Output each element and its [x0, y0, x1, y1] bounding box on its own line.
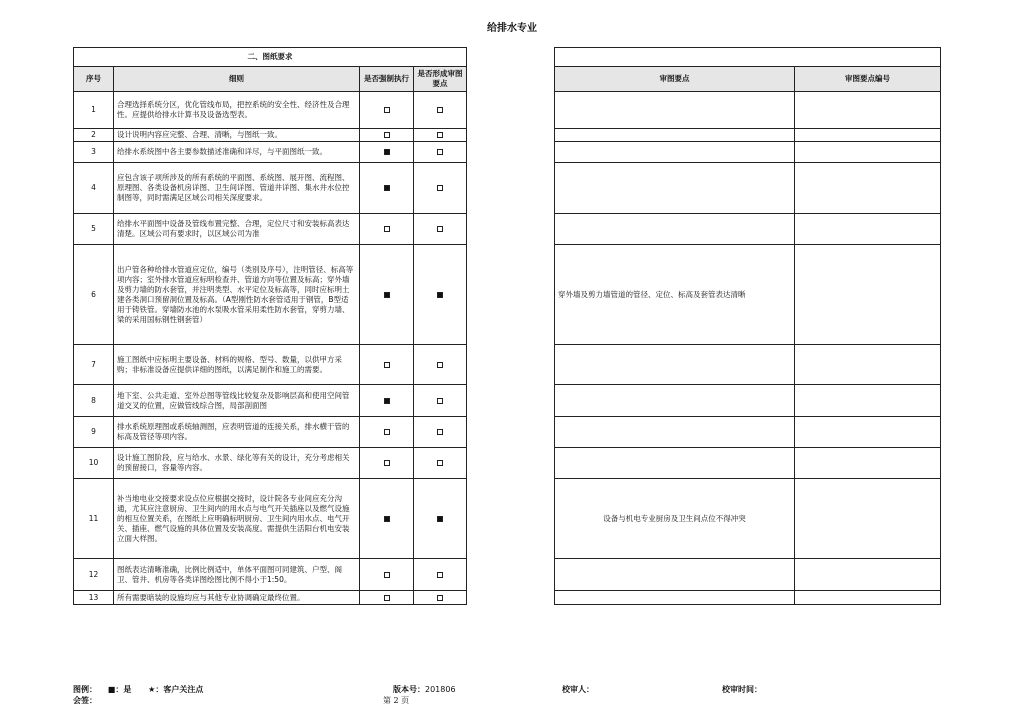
- column-header: 是否强制执行: [360, 67, 414, 92]
- review-point-text: [555, 417, 795, 448]
- table-row: [74, 345, 467, 385]
- review-point-checkbox[interactable]: [437, 572, 443, 578]
- table-row: [74, 591, 467, 605]
- row-description: 排水系统原理图或系统轴测图，应表明管道的连接关系，排水横干管的标高及管径等项内容。: [114, 417, 360, 448]
- table-row: [74, 448, 467, 479]
- review-point-checkbox[interactable]: [437, 107, 443, 113]
- review-point-code: [795, 129, 941, 142]
- review-point-code: [795, 345, 941, 385]
- review-point-checkbox[interactable]: [437, 460, 443, 466]
- review-point-checkbox[interactable]: [437, 429, 443, 435]
- version-info: [393, 684, 456, 695]
- review-point-cell: [414, 417, 467, 448]
- table-row: [74, 214, 467, 245]
- review-point-code: [795, 385, 941, 417]
- mandatory-checkbox[interactable]: [384, 398, 390, 404]
- review-point-text: 设备与机电专业厨房及卫生间点位不得冲突: [555, 479, 795, 559]
- row-number: 1: [74, 92, 114, 129]
- review-point-text: 穿外墙及剪力墙管道的管径、定位、标高及套管表达清晰: [555, 245, 795, 345]
- row-number: 7: [74, 345, 114, 385]
- mandatory-cell: [360, 448, 414, 479]
- review-point-checkbox[interactable]: [437, 292, 443, 298]
- row-number: 10: [74, 448, 114, 479]
- review-point-checkbox[interactable]: [437, 362, 443, 368]
- legend-yes: ■：是: [107, 685, 132, 694]
- review-point-text: [555, 559, 795, 591]
- review-point-text: [555, 214, 795, 245]
- page-number: 第 2 页: [383, 696, 410, 705]
- row-description: 地下室、公共走道、室外总图等管线比较复杂及影响层高和使用空间管道交叉的位置，应做管线综合图，局部剖面图: [114, 385, 360, 417]
- version-value: 201806: [425, 685, 456, 694]
- mandatory-checkbox[interactable]: [384, 132, 390, 138]
- review-point-text: [555, 142, 795, 163]
- column-header: 序号: [74, 67, 114, 92]
- table-row: [74, 245, 467, 345]
- row-description: 施工图纸中应标明主要设备、材料的规格、型号、数量，以供甲方采购；非标准设备应提供详细的图纸，以满足制作和施工的需要。: [114, 345, 360, 385]
- mandatory-checkbox[interactable]: [384, 185, 390, 191]
- table-row: [555, 448, 941, 479]
- review-point-text: [555, 92, 795, 129]
- row-number: 4: [74, 163, 114, 214]
- table-row: [74, 385, 467, 417]
- table-row: [74, 142, 467, 163]
- mandatory-cell: [360, 591, 414, 605]
- mandatory-checkbox[interactable]: [384, 226, 390, 232]
- table-row: [555, 479, 941, 559]
- review-point-checkbox[interactable]: [437, 516, 443, 522]
- review-point-code: [795, 142, 941, 163]
- row-description: 合理选择系统分区，优化管线布局，把控系统的安全性、经济性及合理性。应提供给排水计算书及设备选型表。: [114, 92, 360, 129]
- mandatory-cell: [360, 417, 414, 448]
- row-number: 12: [74, 559, 114, 591]
- table-row: [555, 92, 941, 129]
- review-point-text: [555, 385, 795, 417]
- review-point-text: [555, 448, 795, 479]
- review-point-text: [555, 345, 795, 385]
- row-description: 应包含该子项所涉及的所有系统的平面图、系统图、展开图、流程图、原理图、各类设备机房详图、卫生间详图、管道井详图、集水井水位控制图等，同时需满足区域公司相关深度要求。: [114, 163, 360, 214]
- mandatory-cell: [360, 345, 414, 385]
- review-point-code: [795, 479, 941, 559]
- review-point-code: [795, 163, 941, 214]
- legend-focus: ★：客户关注点: [148, 685, 204, 694]
- table-row: [555, 417, 941, 448]
- review-point-cell: [414, 479, 467, 559]
- row-number: 6: [74, 245, 114, 345]
- review-point-cell: [414, 559, 467, 591]
- table-row: [74, 417, 467, 448]
- mandatory-cell: [360, 479, 414, 559]
- review-point-checkbox[interactable]: [437, 132, 443, 138]
- review-point-checkbox[interactable]: [437, 226, 443, 232]
- row-number: 11: [74, 479, 114, 559]
- review-point-cell: [414, 245, 467, 345]
- review-points-table: [554, 47, 941, 605]
- column-header: 审图要点: [555, 67, 795, 92]
- table-row: [555, 385, 941, 417]
- row-description: 给排水系统图中各主要参数描述准确和详尽，与平面图纸一致。: [114, 142, 360, 163]
- row-number: 3: [74, 142, 114, 163]
- review-point-text: [555, 129, 795, 142]
- review-point-code: [795, 591, 941, 605]
- mandatory-checkbox[interactable]: [384, 292, 390, 298]
- review-point-cell: [414, 591, 467, 605]
- table-row: [555, 129, 941, 142]
- mandatory-checkbox[interactable]: [384, 107, 390, 113]
- row-number: 13: [74, 591, 114, 605]
- review-point-cell: [414, 163, 467, 214]
- review-point-code: [795, 214, 941, 245]
- table-row: [555, 559, 941, 591]
- table-row: [74, 559, 467, 591]
- mandatory-checkbox[interactable]: [384, 516, 390, 522]
- mandatory-checkbox[interactable]: [384, 149, 390, 155]
- row-number: 5: [74, 214, 114, 245]
- table-row: [555, 163, 941, 214]
- right-blank-header: [555, 48, 941, 67]
- mandatory-checkbox[interactable]: [384, 429, 390, 435]
- column-header: 审图要点编号: [795, 67, 941, 92]
- table-row: [555, 245, 941, 345]
- review-point-cell: [414, 385, 467, 417]
- mandatory-checkbox[interactable]: [384, 572, 390, 578]
- mandatory-cell: [360, 559, 414, 591]
- mandatory-cell: [360, 92, 414, 129]
- version-label: 版本号：: [393, 685, 425, 694]
- legend: [73, 684, 203, 695]
- table-row: [74, 129, 467, 142]
- review-point-cell: [414, 142, 467, 163]
- review-point-code: [795, 448, 941, 479]
- review-point-code: [795, 245, 941, 345]
- reviewer-label: 校审人：: [562, 685, 594, 694]
- review-point-checkbox[interactable]: [437, 595, 443, 601]
- row-description: 图纸表达清晰准确，比例比例适中，单体平面图可同建筑、户型、阁卫、管井、机房等各类详图绘图比例不得小于1:50。: [114, 559, 360, 591]
- mandatory-cell: [360, 245, 414, 345]
- table-row: [555, 345, 941, 385]
- requirements-table: [73, 47, 467, 605]
- row-description: 所有需要暗装的设施均应与其他专业协调确定最终位置。: [114, 591, 360, 605]
- table-row: [555, 591, 941, 605]
- row-number: 9: [74, 417, 114, 448]
- review-point-code: [795, 92, 941, 129]
- review-point-text: [555, 591, 795, 605]
- countersign-label: 会签：: [73, 696, 97, 705]
- page-header: 给排水专业: [487, 23, 537, 34]
- column-header: 是否形成审图要点: [414, 67, 467, 92]
- mandatory-cell: [360, 214, 414, 245]
- row-description: 补当地电业交接要求设点位应根据交接时，设计院各专业间应充分沟通，尤其应注意厨房、卫生间内的用水点与电气开关插座以及燃气设施的相互位置关系，在图纸上应明确标明厨房、卫生间内用水点、电气开关、插座、燃气设施的具体位置及安装高度。需提供生活阳台机电安装立面大样图。: [114, 479, 360, 559]
- row-number: 8: [74, 385, 114, 417]
- row-description: 给排水平面图中设备及管线布置完整、合理，定位尺寸和安装标高表达清楚。区域公司有要求时，以区域公司为准: [114, 214, 360, 245]
- legend-label: 图例：: [73, 685, 97, 694]
- review-point-cell: [414, 214, 467, 245]
- review-point-cell: [414, 345, 467, 385]
- mandatory-cell: [360, 385, 414, 417]
- mandatory-checkbox[interactable]: [384, 595, 390, 601]
- review-time-label: 校审时间：: [722, 685, 762, 694]
- row-description: 出户管各种给排水管道应定位，编号（类别及序号），注明管径、标高等项内容；室外排水管道应标明检查井、管道方向等位置及标高；穿外墙及剪力墙的防水套管，并注明类型、水平定位及标高等，同时应标明土建各类洞口预留洞位置及标高。（A型刚性防水套管适用于钢管，B型适用于铸铁管。穿墙防水池的水泵吸水管采用柔性防水套管，穿剪力墙、梁的采用国标钢性钢套管）: [114, 245, 360, 345]
- row-number: 2: [74, 129, 114, 142]
- mandatory-cell: [360, 142, 414, 163]
- section-title: 二、图纸要求: [74, 48, 467, 67]
- table-row: [555, 214, 941, 245]
- table-row: [74, 163, 467, 214]
- review-point-text: [555, 163, 795, 214]
- review-point-cell: [414, 129, 467, 142]
- review-point-checkbox[interactable]: [437, 398, 443, 404]
- mandatory-checkbox[interactable]: [384, 362, 390, 368]
- review-point-checkbox[interactable]: [437, 149, 443, 155]
- table-row: [74, 92, 467, 129]
- column-header: 细则: [114, 67, 360, 92]
- row-description: 设计施工图阶段，应与给水、水景、绿化等有关的设计，充分考虑相关的预留接口，容量等内容。: [114, 448, 360, 479]
- mandatory-cell: [360, 129, 414, 142]
- review-point-code: [795, 559, 941, 591]
- review-point-checkbox[interactable]: [437, 185, 443, 191]
- mandatory-cell: [360, 163, 414, 214]
- review-point-cell: [414, 92, 467, 129]
- mandatory-checkbox[interactable]: [384, 460, 390, 466]
- table-row: [555, 142, 941, 163]
- review-point-cell: [414, 448, 467, 479]
- table-row: [74, 479, 467, 559]
- row-description: 设计说明内容应完整、合理、清晰，与图纸一致。: [114, 129, 360, 142]
- review-point-code: [795, 417, 941, 448]
